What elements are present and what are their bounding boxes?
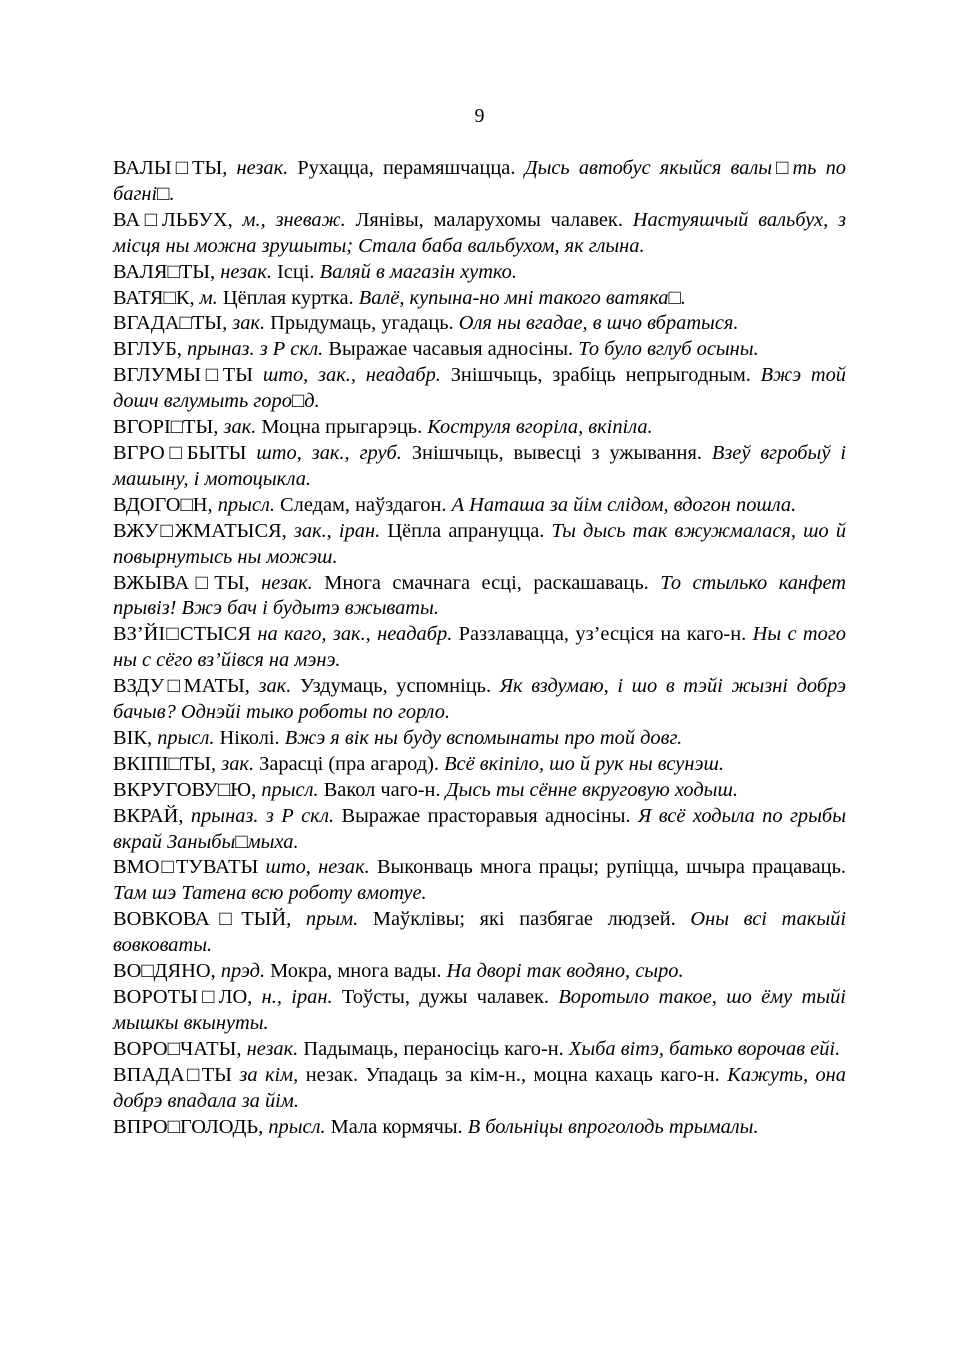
- entry-italic-run: што, зак., груб.: [256, 441, 412, 464]
- entry-headword: ВГАДА□ТЫ,: [113, 312, 233, 335]
- entry-definition-run: Знішчыць, зрабіць непрыгодным.: [450, 364, 761, 387]
- entry-italic-run: Дысь ты сённе вкруговую ходыш.: [445, 778, 738, 801]
- entry-italic-run: прэд.: [220, 960, 271, 983]
- entry-headword: ВПРО□ГОЛОДЬ,: [113, 1115, 269, 1138]
- entry-italic-run: прысл.: [157, 726, 220, 749]
- dictionary-entry: [113, 855, 846, 907]
- dictionary-entry: [113, 441, 846, 493]
- entry-headword: ВКРАЙ,: [113, 804, 191, 827]
- dictionary-entries: [113, 156, 846, 1140]
- dictionary-entry: [113, 156, 846, 208]
- entry-headword: ВЖУ□ЖМАТЫСЯ,: [113, 519, 294, 542]
- entry-italic-run: Оны всі такыйі вовковаты.: [113, 908, 846, 957]
- entry-italic-run: Всё вкіпіло, шо й рук ны всунэш.: [444, 752, 724, 775]
- entry-definition-run: Знішчыць, вывесці з ужывання.: [411, 441, 712, 464]
- dictionary-entry: [113, 1115, 846, 1141]
- entry-italic-run: незак.: [261, 571, 325, 594]
- entry-definition-run: Многа смачнага есці, раскашаваць.: [324, 571, 661, 594]
- entry-headword: ВКІПІ□ТЫ,: [113, 752, 222, 775]
- dictionary-entry: [113, 311, 846, 337]
- entry-definition-run: Зарасці (пра агарод).: [259, 752, 445, 775]
- entry-italic-run: прым.: [305, 908, 373, 931]
- entry-headword: ВАТЯ□К,: [113, 286, 200, 309]
- entry-italic-run: В больніцы впроголодь трымалы.: [467, 1115, 759, 1138]
- entry-italic-run: Там шэ Татена всю роботу вмотуе.: [113, 882, 427, 905]
- entry-headword: ВІК,: [113, 726, 158, 749]
- entry-italic-run: прысл.: [261, 778, 324, 801]
- entry-definition-run: Лянівы, маларухомы чалавек.: [355, 208, 633, 231]
- dictionary-entry: [113, 1037, 846, 1063]
- entry-italic-run: Я всё ходыла по грыбы вкрай Заныбы□мыха.: [113, 804, 847, 853]
- entry-definition-run: Рухацца, перамяшчацца.: [297, 157, 525, 179]
- entry-headword: ВГРО□БЫТЫ: [113, 441, 257, 464]
- entry-italic-run: Як вздумаю, і шо в тэйі жызні добрэ бачыв? Однэйі тыко роботы по горло.: [113, 675, 846, 724]
- entry-italic-run: На дворі так водяно, сыро.: [446, 960, 684, 983]
- entry-italic-run: Ты дысь так вжужмалася, шо й повырнутысь ны можэш.: [113, 519, 847, 568]
- entry-headword: ВАЛЫ□ТЫ,: [113, 157, 237, 179]
- dictionary-entry: [113, 985, 846, 1037]
- dictionary-entry: [113, 907, 846, 959]
- dictionary-entry: [113, 804, 846, 856]
- entry-italic-run: зак.: [223, 416, 262, 439]
- entry-definition-run: Маўклівы; які пазбягае людзей.: [372, 908, 691, 931]
- entry-definition-run: Цёплая куртка.: [222, 286, 359, 309]
- entry-definition-run: Следам, наўздагон.: [280, 493, 452, 516]
- entry-italic-run: незак.: [220, 260, 278, 283]
- entry-italic-run: зак.: [221, 752, 260, 775]
- entry-headword: ВОРО□ЧАТЫ,: [113, 1037, 247, 1060]
- dictionary-entry: [113, 674, 846, 726]
- entry-definition-run: Ісці.: [277, 260, 320, 283]
- entry-italic-run: Кажуть, она добрэ впадала за йім.: [113, 1063, 846, 1112]
- entry-italic-run: зак.: [232, 312, 271, 335]
- entry-headword: ВКРУГОВУ□Ю,: [113, 778, 262, 801]
- entry-italic-run: м.: [199, 286, 223, 309]
- entry-definition-run: Выконваць многа працы; рупіцца, шчыра працаваць.: [376, 856, 846, 879]
- dictionary-entry: [113, 622, 846, 674]
- entry-headword: ВГЛУМЫ□ТЫ: [113, 364, 263, 387]
- entry-definition-run: Выражае часавыя адносіны.: [328, 338, 579, 361]
- entry-definition-run: Тоўсты, дужы чалавек.: [341, 986, 559, 1008]
- dictionary-entry: [113, 337, 846, 363]
- entry-definition-run: Прыдумаць, угадаць.: [270, 312, 459, 335]
- dictionary-entry: [113, 959, 846, 985]
- dictionary-entry: [113, 493, 846, 519]
- dictionary-entry: [113, 519, 846, 571]
- page-number: 9: [474, 105, 485, 127]
- dictionary-entry: [113, 363, 846, 415]
- entry-italic-run: Ны с того ны с сёго вз’йівся на мэнэ.: [113, 623, 846, 672]
- entry-headword: ВОРОТЫ□ЛО,: [113, 986, 262, 1008]
- entry-headword: ВМО□ТУВАТЫ: [113, 856, 266, 879]
- dictionary-entry: [113, 778, 846, 804]
- entry-headword: ВДОГО□Н,: [113, 493, 218, 516]
- entry-italic-run: Хыба вітэ, батько ворочав ейі.: [568, 1037, 841, 1060]
- entry-italic-run: прыназ. з Р скл.: [187, 338, 329, 361]
- entry-italic-run: зак.: [258, 675, 300, 698]
- dictionary-entry: [113, 286, 846, 312]
- entry-italic-run: Настуяшчый вальбух, з місця ны можна зрушыты; Стала баба вальбухом, як глына.: [113, 208, 846, 257]
- entry-italic-run: на каго, зак., неадабр.: [257, 623, 459, 646]
- entry-italic-run: Дысь автобус якыйся валы□ть по багні□.: [113, 157, 846, 205]
- entry-italic-run: То стылько канфет прывіз! Вжэ бач і будытэ вжываты.: [113, 571, 847, 620]
- entry-italic-run: м., зневаж.: [242, 208, 356, 231]
- dictionary-entry: [113, 726, 846, 752]
- entry-italic-run: То було вглуб осыны.: [578, 338, 759, 361]
- entry-italic-run: Вжэ той дошч вглумыть горо□д.: [113, 364, 846, 413]
- entry-italic-run: Воротыло такое, шо ёму тыйі мышкы вкынуты.: [113, 986, 846, 1034]
- entry-headword: ВЖЫВА□ТЫ,: [113, 571, 262, 594]
- entry-headword: ВАЛЯ□ТЫ,: [113, 260, 221, 283]
- entry-italic-run: што, зак., неадабр.: [262, 364, 451, 387]
- entry-italic-run: Коструля вгоріла, вкіпіла.: [427, 416, 653, 439]
- entry-headword: ВПАДА□ТЫ: [113, 1063, 240, 1086]
- entry-headword: ВЗДУ□МАТЫ,: [113, 675, 259, 698]
- entry-headword: ВОВКОВА□ТЫЙ,: [113, 908, 306, 931]
- entry-definition-run: Ніколі.: [219, 726, 285, 749]
- entry-italic-run: Оля ны вгадае, в шчо вбратыся.: [458, 312, 739, 335]
- entry-italic-run: Валяй в магазін хутко.: [319, 260, 517, 283]
- dictionary-entry: [113, 415, 846, 441]
- entry-italic-run: Валё, купына-но мні такого ватяка□.: [358, 286, 686, 309]
- entry-definition-run: Моцна прыгарэць.: [261, 416, 428, 439]
- entry-headword: ВГЛУБ,: [113, 338, 188, 361]
- entry-headword: ВА□ЛЬБУХ,: [113, 208, 243, 231]
- dictionary-entry: [113, 752, 846, 778]
- entry-italic-run: А Наташа за йім слідом, вдогон пошла.: [451, 493, 797, 516]
- entry-definition-run: Вакол чаго-н.: [323, 778, 446, 801]
- dictionary-entry: [113, 208, 846, 260]
- dictionary-entry: [113, 260, 846, 286]
- entry-italic-run: Взеў вгробыў і машыну, і мотоцыкла.: [113, 441, 846, 490]
- entry-italic-run: незак.: [236, 157, 298, 179]
- entry-italic-run: прыназ. з Р скл.: [190, 804, 342, 827]
- entry-definition-run: Падымаць, пераносіць каго-н.: [303, 1037, 569, 1060]
- dictionary-entry: [113, 571, 846, 623]
- entry-definition-run: Мокра, многа вады.: [270, 960, 447, 983]
- entry-headword: ВО□ДЯНО,: [113, 960, 221, 983]
- entry-definition-run: незак. Упадаць за кім-н., моцна кахаць каго-н.: [305, 1063, 728, 1086]
- entry-italic-run: зак., іран.: [293, 519, 388, 542]
- entry-italic-run: Вжэ я вік ны буду вспомынаты про той довг.: [284, 726, 683, 749]
- entry-headword: ВЗ’ЙІ□СТЫСЯ: [113, 623, 258, 646]
- entry-definition-run: Мала кормячы.: [330, 1115, 468, 1138]
- entry-italic-run: прысл.: [217, 493, 281, 516]
- entry-definition-run: Уздумаць, успомніць.: [299, 675, 500, 698]
- entry-definition-run: Раззлавацца, уз’есціся на каго-н.: [458, 623, 753, 646]
- entry-italic-run: за кім,: [239, 1063, 306, 1086]
- entry-italic-run: што, незак.: [265, 856, 377, 879]
- entry-italic-run: прысл.: [268, 1115, 331, 1138]
- dictionary-entry: [113, 1063, 846, 1115]
- entry-headword: ВГОРІ□ТЫ,: [113, 416, 224, 439]
- entry-definition-run: Выражае прасторавыя адносіны.: [341, 804, 638, 827]
- entry-definition-run: Цёпла апрануцца.: [387, 519, 552, 542]
- entry-italic-run: незак.: [246, 1037, 304, 1060]
- entry-italic-run: н., іран.: [261, 986, 342, 1008]
